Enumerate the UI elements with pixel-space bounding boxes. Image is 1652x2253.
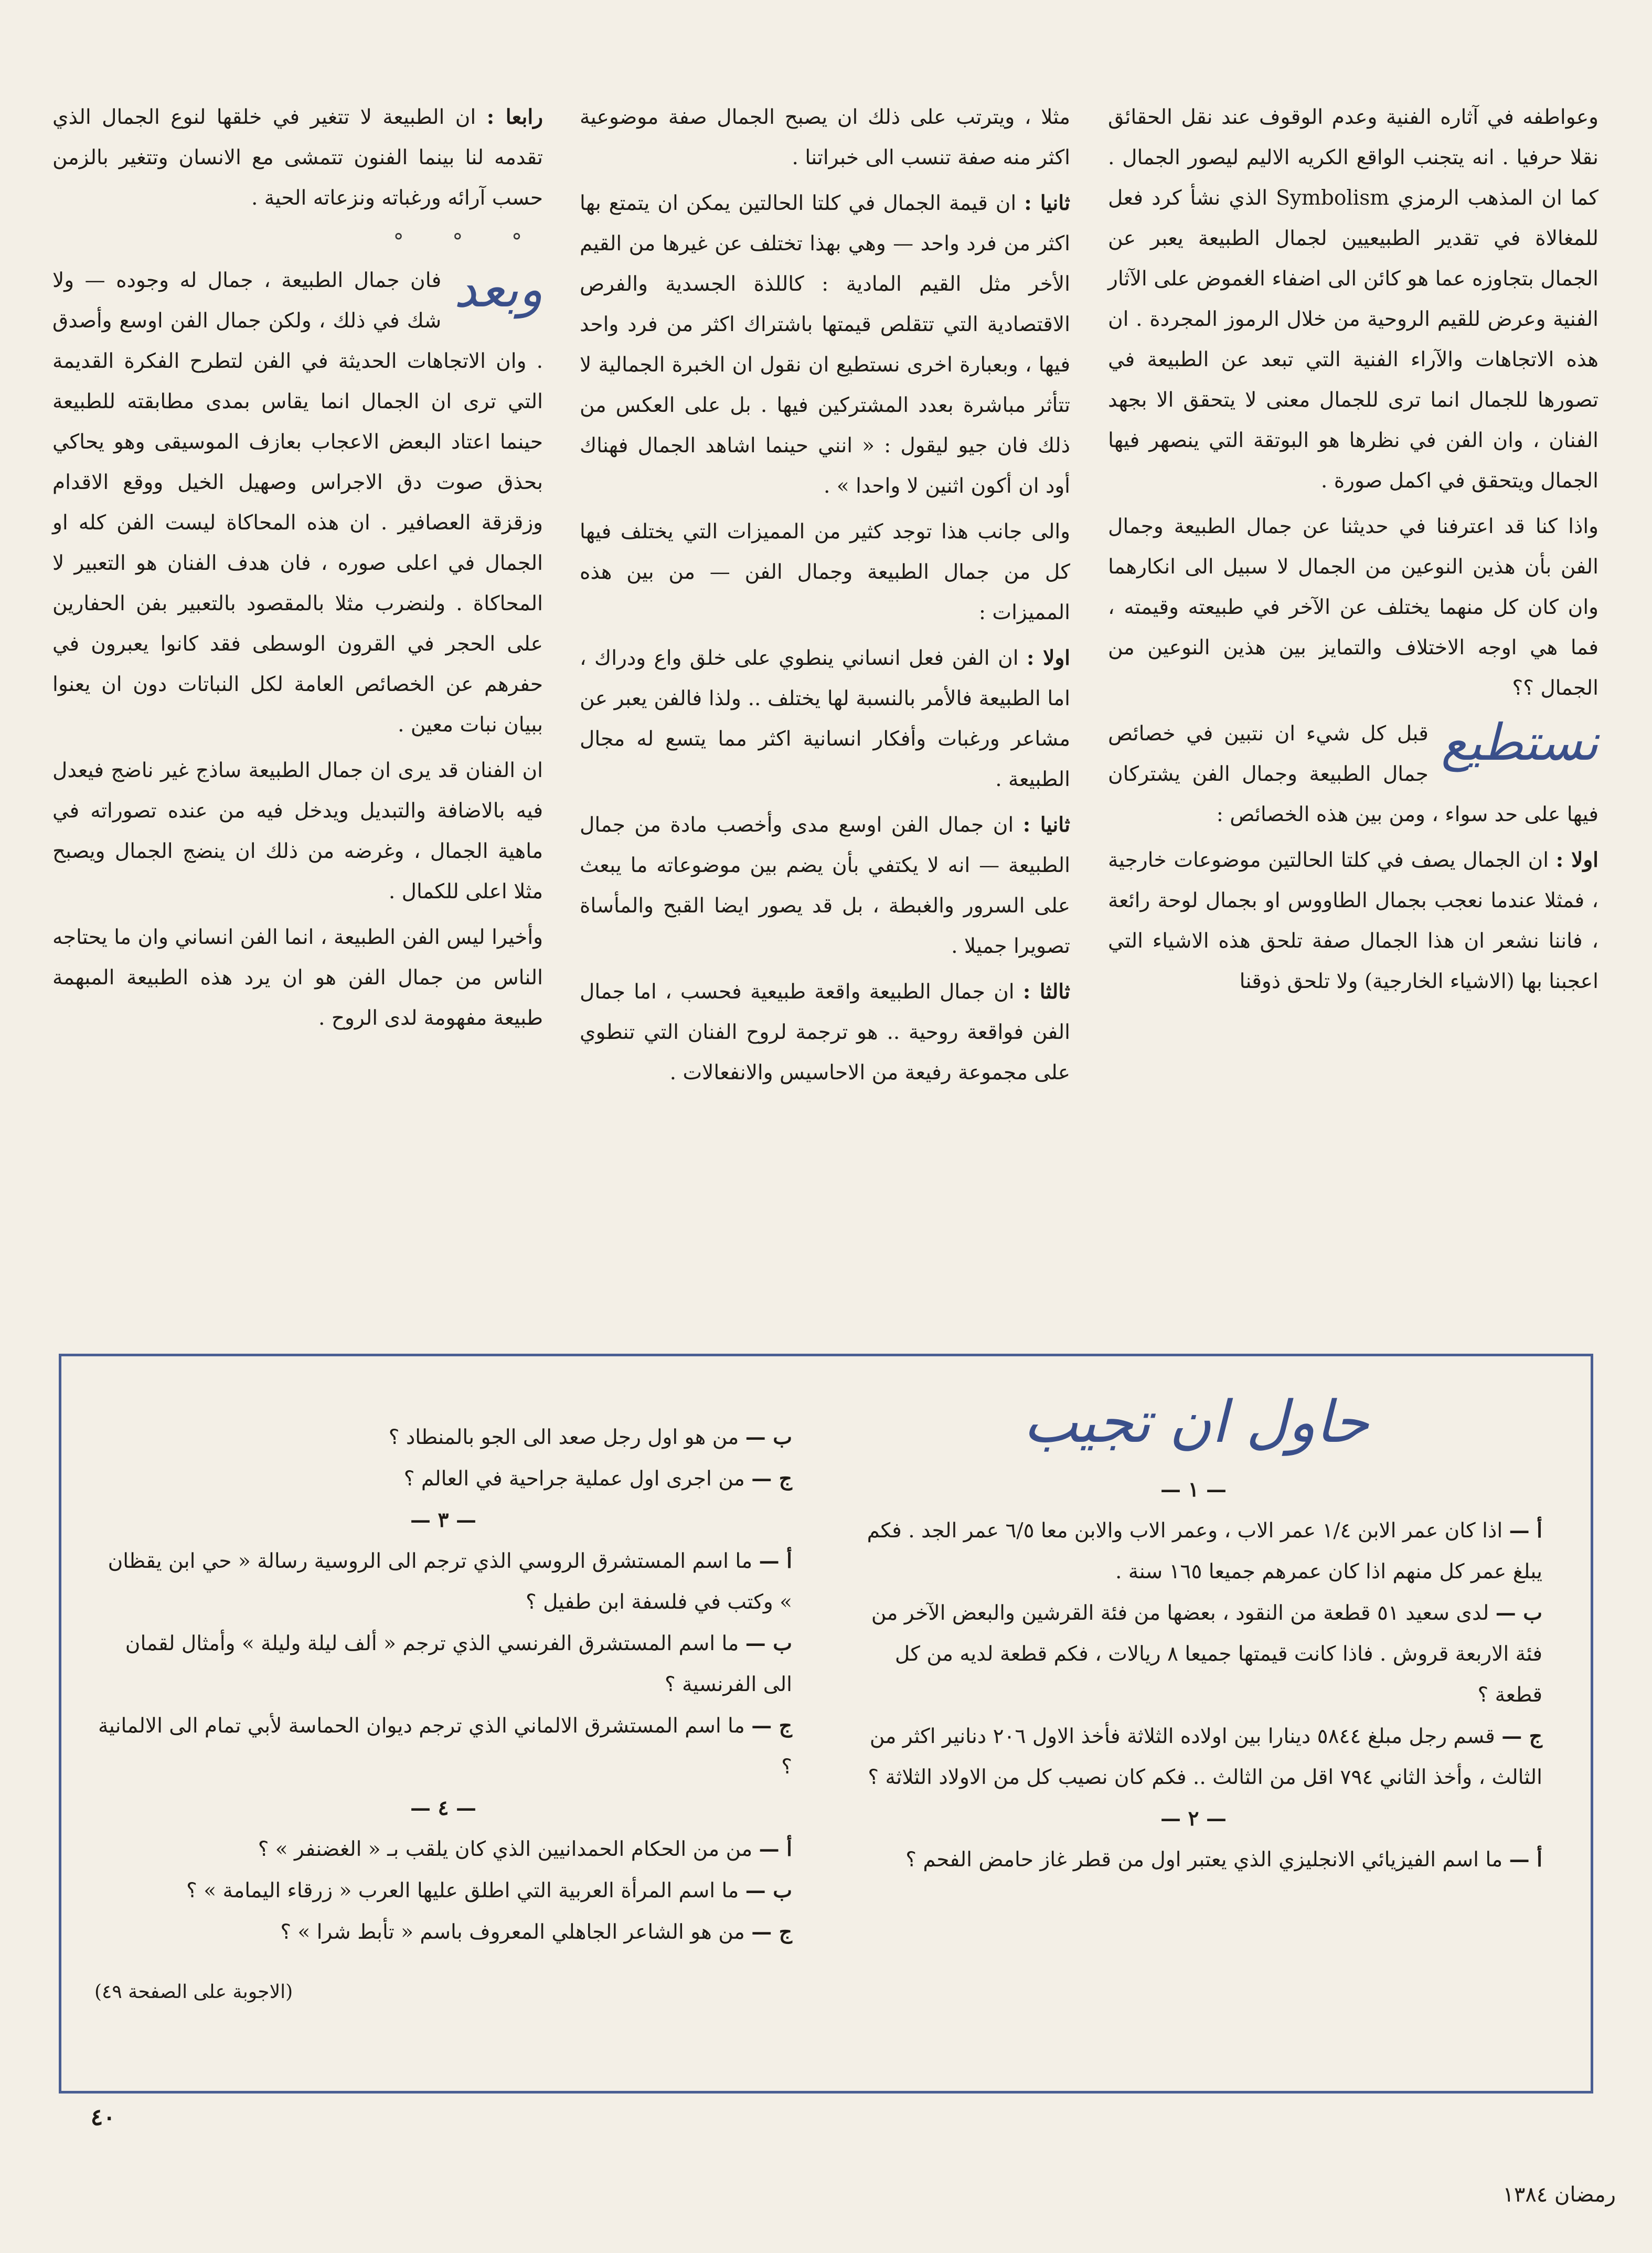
article-paragraph: والى جانب هذا توجد كثير من المميزات التي يختلف فيها كل من جمال الطبيعة وجمال الفن — من بين هذه المميزات :: [580, 520, 1070, 624]
article-paragraph: وعواطفه في آثاره الفنية وعدم الوقوف عند نقل الحقائق نقلا حرفيا . انه يتجنب الواقع الكريه الاليم ليصور الجمال . كما ان المذهب الرمزي Symbolism الذي نشأ كرد فعل للمغالاة في تقدير الطبيعيين لجمال الطبيعة يعبر عن الجمال بتجاوزه عما هو كائن الى اضفاء الغموض على الآثار الفنية وعرض للقيم الروحية من خلال الرموز المجردة . ان هذه الاتجاهات والآراء الفنية التي تبعد عن الطبيعة في تصورها للجمال انما ترى للجمال معنى لا يتحقق الا بجهد الفنان ، وان الفن في نظرها هو البوتقة التي ينصهر فيها الجمال ويتحقق في اكمل صورة .: [1108, 105, 1598, 493]
quiz-question: أ — ما اسم المستشرق الروسي الذي ترجم الى الروسية رسالة « حي ابن يقظان » وكتب في فلسفة ابن طفيل ؟: [108, 1549, 792, 1614]
article-paragraph: اولا : ان الجمال يصف في كلتا الحالتين موضوعات خارجية ، فمثلا عندما نعجب بجمال الطاووس او بجمال لوحة رائعة ، فاننا نشعر ان هذا الجمال صفة تلحق هذه الاشياء التي اعجبنا بها (الاشياء الخارجية) ولا تلحق ذوقنا: [1108, 848, 1598, 993]
article-paragraph: ثالثا : ان جمال الطبيعة واقعة طبيعية فحسب ، اما جمال الفن فواقعة روحية .. هو ترجمة لروح الفنان التي تنطوي على مجموعة رفيعة من الاحاسيس والانفعالات .: [580, 980, 1070, 1085]
quiz-question: ب — ما اسم المستشرق الفرنسي الذي ترجم « ألف ليلة وليلة » وأمثال لقمان الى الفرنسية ؟: [125, 1631, 792, 1696]
article-column-1: [1108, 97, 1598, 1320]
quiz-question: ب — ما اسم المرأة العربية التي اطلق عليها العرب « زرقاء اليمامة » ؟: [186, 1878, 792, 1903]
quiz-section-number: — ٣ —: [410, 1508, 477, 1532]
quiz-section-number: — ٢ —: [1160, 1806, 1227, 1831]
article-paragraph: مثلا ، ويترتب على ذلك ان يصبح الجمال صفة موضوعية اكثر منه صفة تنسب الى خبراتنا .: [580, 105, 1070, 169]
article-paragraph: نستطيع قبل كل شيء ان نتبين في خصائص جمال الطبيعة وجمال الفن يشتركان فيها على حد سواء ، ومن بين هذه الخصائص :: [1108, 713, 1598, 826]
quiz-question: أ — ما اسم الفيزيائي الانجليزي الذي يعتبر اول من قطر غاز حامض الفحم ؟: [905, 1847, 1542, 1872]
issue-date: رمضان ١٣٨٤: [1502, 2183, 1616, 2207]
article-paragraph: ثانيا : ان قيمة الجمال في كلتا الحالتين يمكن ان يتمتع بها اكثر من فرد واحد — وهي بهذا تختلف عن غيرها من القيم الأخر مثل القيم المادية : كاللذة الجسدية والفرص الاقتصادية التي تتقلص قيمتها باشتراك اكثر من فرد واحد فيها ، وبعبارة اخرى نستطيع ان نقول ان الخبرة الجمالية لا تتأثر مباشرة بعدد المشتركين فيها . بل على العكس من ذلك فان جيو ليقول : « انني حينما اشاهد الجمال فهناك أود ان أكون اثنين لا واحدا » .: [580, 191, 1071, 498]
quiz-title: حاول ان تجيب: [1023, 1388, 1369, 1455]
article-paragraph: ثانيا : ان جمال الفن اوسع مدى وأخصب مادة من جمال الطبيعة — انه لا يكتفي بأن يضم بين موضوعاته ما يبعث على السرور والغبطة ، بل قد يصور ايضا القبح والمأساة تصويرا جميلا .: [580, 813, 1071, 958]
article-paragraph: رابعا : ان الطبيعة لا تتغير في خلقها لنوع الجمال الذي تقدمه لنا بينما الفنون تتمشى مع الانسان وتتغير بالزمن حسب آرائه ورغباته ونزعاته الحية .: [52, 105, 543, 210]
section-separator: ° ° °: [393, 230, 543, 254]
quiz-question: ج — ما اسم المستشرق الالماني الذي ترجم ديوان الحماسة لأبي تمام الى الالمانية ؟: [98, 1714, 792, 1779]
quiz-question: أ — اذا كان عمر الابن ١/٤ عمر الاب ، وعمر الاب والابن معا ٦/٥ عمر الجد . فكم يبلغ عمر كل منهم اذا كان عمرهم جميعا ١٦٥ سنة .: [867, 1518, 1542, 1584]
article-column-3: [52, 97, 543, 1320]
article-paragraph: وأخيرا ليس الفن الطبيعة ، انما الفن انساني وان ما يحتاجه الناس من جمال الفن هو ان يرد هذه الطبيعة المبهمة طبيعة مفهومة لدى الروح .: [52, 926, 543, 1030]
quiz-column-left: [94, 1417, 792, 2032]
quiz-question: ج — من هو الشاعر الجاهلي المعروف باسم « تأبط شرا » ؟: [280, 1920, 792, 1944]
quiz-column-right: [845, 1469, 1542, 1880]
quiz-question: أ — من من الحكام الحمدانيين الذي كان يلقب بـ « الغضنفر » ؟: [258, 1837, 792, 1861]
article-paragraph: اولا : ان الفن فعل انساني ينطوي على خلق واع ودراك ، اما الطبيعة فالأمر بالنسبة لها يختلف .. ولذا فالفن يعبر عن مشاعر ورغبات وأفكار انسانية اكثر مما يتسع له مجال الطبيعة .: [580, 646, 1070, 791]
article-paragraph: واذا كنا قد اعترفنا في حديثنا عن جمال الطبيعة وجمال الفن بأن هذين النوعين من الجمال لا سبيل الى انكارهما وان كان كل منهما يختلف عن الآخر في طبيعته وقيمته ، فما هي اوجه الاختلاف والتمايز بين هذين النوعين من الجمال ؟؟: [1108, 515, 1598, 700]
quiz-question: ج — قسم رجل مبلغ ٥٨٤٤ دينارا بين اولاده الثلاثة فأخذ الاول ٢٠٦ دنانير اكثر من الثالث ، وأخذ الثاني ٧٩٤ اقل من الثالث .. فكم كان نصيب كل من الاولاد الثلاثة ؟: [868, 1724, 1542, 1789]
quiz-section-number: — ١ —: [1160, 1478, 1227, 1502]
article-paragraph: وبعد فان جمال الطبيعة ، جمال له وجوده — ولا شك في ذلك ، ولكن جمال الفن اوسع وأصدق . وان الاتجاهات الحديثة في الفن لتطرح الفكرة القديمة التي ترى ان الجمال انما يقاس بمدى مطابقته للطبيعة حينما اعتاد البعض الاعجاب بعازف الموسيقى وهو يحاكي بحذق صوت دق الاجراس وصهيل الخيل ووقع الاقدام وزقزقة العصافير . ان هذه المحاكاة ليست الفن كله او الجمال في اعلى صوره ، فان هدف الفنان هو التعبير لا المحاكاة . ولنضرب مثلا بالمقصود بالتعبير بفن الحفارين على الحجر في القرون الوسطى فقد كانوا يعبرون في حفرهم عن الخصائص العامة لكل النباتات دون ان يعنوا ببيان نبات معين .: [52, 260, 543, 737]
decorative-initial-word: نستطيع: [1441, 713, 1598, 772]
quiz-section-number: — ٤ —: [410, 1796, 477, 1820]
quiz-question: ج — من اجرى اول عملية جراحية في العالم ؟: [403, 1466, 792, 1491]
answers-note: (الاجوبة على الصفحة ٤٩): [94, 1981, 293, 2003]
article-paragraph: ان الفنان قد يرى ان جمال الطبيعة ساذج غير ناضج فيعدل فيه بالاضافة والتبديل ويدخل فيه من عنده تصوراته في ماهية الجمال ، وغرضه من ذلك ان ينضج الجمال ويصبح مثلا اعلى للكمال .: [52, 759, 543, 904]
page-number: ٤٠: [90, 2104, 115, 2131]
article-column-2: [580, 97, 1070, 1320]
quiz-question: ب — لدى سعيد ٥١ قطعة من النقود ، بعضها من فئة القرشين والبعض الآخر من فئة الاربعة قروش . فاذا كانت قيمتها جميعا ٨ ريالات ، فكم قطعة لديه من كل قطعة ؟: [871, 1601, 1542, 1707]
quiz-question: ب — من هو اول رجل صعد الى الجو بالمنطاد ؟: [388, 1425, 792, 1449]
decorative-initial-word: وبعد: [454, 260, 543, 318]
